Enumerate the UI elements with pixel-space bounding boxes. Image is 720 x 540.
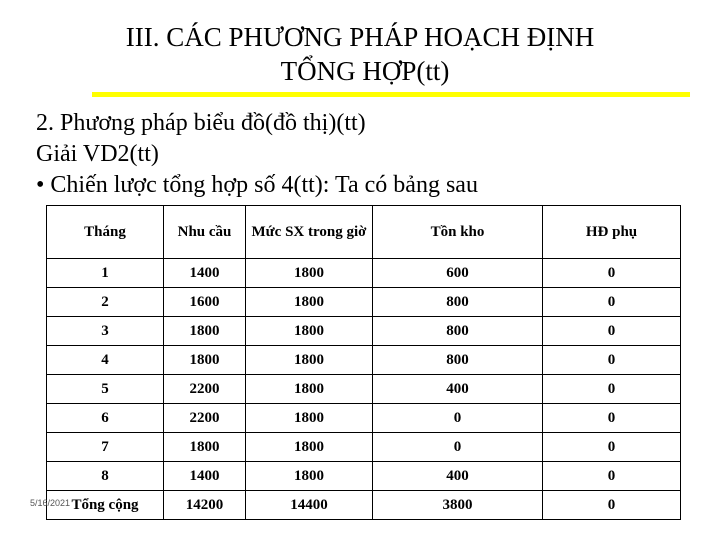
header-regular-production: Mức SX trong giờ: [246, 206, 373, 259]
cell-regular-production: 1800: [246, 433, 373, 462]
body-line-strategy: • Chiến lược tổng hợp số 4(tt): Ta có bảng sau: [36, 172, 478, 198]
table-row: [47, 317, 681, 346]
cell-inventory: 800: [373, 317, 543, 346]
cell-subcontract: 0: [543, 375, 681, 404]
header-subcontract: HĐ phụ: [543, 206, 681, 259]
table-row: [47, 462, 681, 491]
cell-regular-production: 1800: [246, 288, 373, 317]
cell-regular-production: 1800: [246, 259, 373, 288]
cell-inventory: 800: [373, 288, 543, 317]
cell-demand: 1800: [164, 317, 246, 346]
cell-inventory: 800: [373, 346, 543, 375]
cell-subcontract: 0: [543, 288, 681, 317]
cell-demand: 2200: [164, 404, 246, 433]
cell-demand: 1400: [164, 462, 246, 491]
table-row: [47, 375, 681, 404]
footer-date: 5/16/2021: [30, 498, 71, 508]
cell-subcontract: 0: [543, 346, 681, 375]
header-inventory: Tồn kho: [373, 206, 543, 259]
table-header-row: [47, 206, 681, 259]
cell-regular-production: 1800: [246, 462, 373, 491]
cell-month: 3: [47, 317, 164, 346]
header-month: Tháng: [47, 206, 164, 259]
cell-month: 6: [47, 404, 164, 433]
cell-subcontract: 0: [543, 462, 681, 491]
table-row: [47, 288, 681, 317]
cell-demand: 1600: [164, 288, 246, 317]
cell-regular-production: 1800: [246, 375, 373, 404]
cell-month: 8: [47, 462, 164, 491]
slide-title: [0, 20, 720, 88]
cell-inventory: 400: [373, 462, 543, 491]
cell-demand: 1400: [164, 259, 246, 288]
cell-subcontract: 0: [543, 259, 681, 288]
header-demand: Nhu cầu: [164, 206, 246, 259]
slide-title-line-2: TỔNG HỢP(tt): [280, 56, 450, 86]
cell-subcontract: 0: [543, 491, 681, 520]
cell-month: Tổng cộng: [47, 491, 164, 520]
cell-month: 1: [47, 259, 164, 288]
cell-regular-production: 14400: [246, 491, 373, 520]
slide-title-line-1: III. CÁC PHƯƠNG PHÁP HOẠCH ĐỊNH: [125, 22, 595, 52]
cell-inventory: 400: [373, 375, 543, 404]
slide-body-text: [36, 108, 478, 201]
cell-subcontract: 0: [543, 317, 681, 346]
cell-month: 5: [47, 375, 164, 404]
title-underline-rule: [92, 92, 690, 97]
body-line-section: 2. Phương pháp biểu đồ(đồ thị)(tt): [36, 110, 366, 136]
cell-month: 2: [47, 288, 164, 317]
cell-inventory: 600: [373, 259, 543, 288]
cell-subcontract: 0: [543, 433, 681, 462]
body-line-example: Giải VD2(tt): [36, 141, 159, 167]
table-total-row: [47, 491, 681, 520]
cell-demand: 1800: [164, 346, 246, 375]
cell-regular-production: 1800: [246, 404, 373, 433]
production-plan-table: [46, 205, 681, 520]
table-row: [47, 433, 681, 462]
cell-month: 7: [47, 433, 164, 462]
cell-regular-production: 1800: [246, 346, 373, 375]
cell-subcontract: 0: [543, 404, 681, 433]
table-row: [47, 259, 681, 288]
cell-month: 4: [47, 346, 164, 375]
cell-inventory: 0: [373, 404, 543, 433]
table-row: [47, 346, 681, 375]
cell-demand: 1800: [164, 433, 246, 462]
cell-inventory: 3800: [373, 491, 543, 520]
cell-inventory: 0: [373, 433, 543, 462]
cell-demand: 14200: [164, 491, 246, 520]
cell-regular-production: 1800: [246, 317, 373, 346]
cell-demand: 2200: [164, 375, 246, 404]
table-row: [47, 404, 681, 433]
